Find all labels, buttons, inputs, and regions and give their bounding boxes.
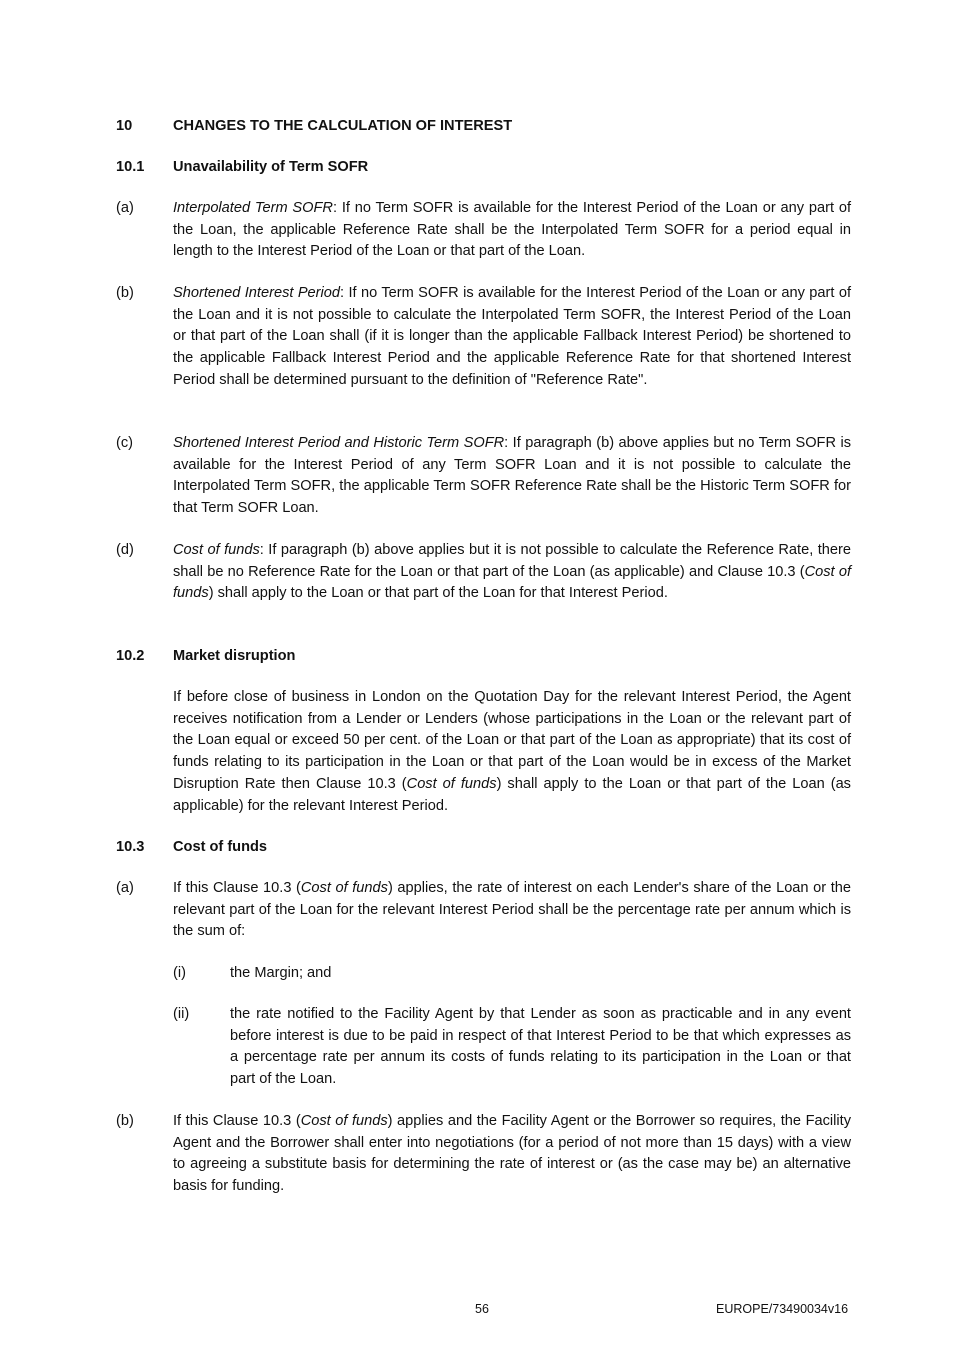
clause-10-1-title: Unavailability of Term SOFR [173,159,369,175]
section-title: CHANGES TO THE CALCULATION OF INTEREST [173,118,513,134]
section-number: 10 [116,118,133,134]
paragraph-text: If before close of business in London on the Quotation Day for the relevant Interest Period, the Agent receives notification from a Lender or Lenders (whose participations in the Loan or the relevant part of the Loan equal or exceed 50 per cent. of the Loan or that part of the Loan as appropriate) that its cost of funds relating to its participation in the Loan or that part of the Loan would be in excess of the Market Disruption Rate then Clause 10.3 (Cost of funds) shall apply to the Loan or that part of the Loan (as applicable) for the relevant Interest Period. [173,689,851,814]
paragraph-title: Interpolated Term SOFR [173,200,333,216]
section-heading [116,116,851,138]
paragraph-text: Shortened Interest Period and Historic Term SOFR: If paragraph (b) above applies but no Term SOFR is available for the Interest Period of any Term SOFR Loan and it is not possible to calculate the Interpolated Term SOFR, the applicable Term SOFR Reference Rate shall be the Historic Term SOFR for that Term SOFR Loan. [173,435,851,517]
clause-10-2-title: Market disruption [173,648,296,664]
subparagraph-label: (i) [173,965,186,981]
subparagraph-text: the Margin; and [230,965,332,981]
paragraph-label: (b) [116,285,134,301]
clause-10-2-body [116,687,851,817]
clause-10-2-heading [116,646,851,668]
paragraph-title: Shortened Interest Period and Historic Term SOFR [173,435,505,451]
clause-10-3-a [116,878,851,943]
clause-10-3-a-ii [173,1004,851,1091]
clause-10-1-b [116,283,851,392]
subparagraph-text: the rate notified to the Facility Agent by that Lender as soon as practicable and in any event before interest is due to be paid in respect of that Interest Period to be that which expresses as a percentage rate per annum its costs of funds relating to its participation in the Loan or that part of the Loan. [230,1006,851,1088]
clause-10-1-heading [116,157,851,179]
paragraph-text: Cost of funds: If paragraph (b) above applies but it is not possible to calculate the Reference Rate, there shall be no Reference Rate for the Loan or that part of the Loan (as applicable) and Clause 10.3 (Cost of funds) shall apply to the Loan or that part of the Loan for that Interest Period. [173,542,851,602]
page-number: 56 [475,1302,489,1316]
paragraph-title: Cost of funds [173,542,260,558]
clause-10-3-title: Cost of funds [173,839,268,855]
clause-10-3-number: 10.3 [116,839,145,855]
paragraph-text: Interpolated Term SOFR: If no Term SOFR is available for the Interest Period of the Loan or any part of the Loan, the applicable Reference Rate shall be the Interpolated Term SOFR for a period equal in length to the Interest Period of the Loan or that part of the Loan. [173,200,851,260]
clause-10-3-b [116,1111,851,1198]
clause-10-1-number: 10.1 [116,159,145,175]
clause-10-2-number: 10.2 [116,648,145,664]
document-reference: EUROPE/73490034v16 [716,1302,849,1316]
paragraph-label: (d) [116,542,134,558]
paragraph-text: Shortened Interest Period: If no Term SOFR is available for the Interest Period of the Loan or any part of the Loan and it is not possible to calculate the Interpolated Term SOFR, the Interest Period of the Loan or that part of the Loan shall (if it is longer than the applicable Fallback Interest Period) be shortened to the applicable Fallback Interest Period and the applicable Reference Rate for that shortened Interest Period shall be determined pursuant to the definition of "Reference Rate". [173,285,851,388]
clause-10-1-c [116,433,851,520]
paragraph-text: If this Clause 10.3 (Cost of funds) applies and the Facility Agent or the Borrower so requires, the Facility Agent and the Borrower shall enter into negotiations (for a period of not more than 15 days) with a view to agreeing a substitute basis for determining the rate of interest or (as the case may be) an alternative basis for funding. [173,1113,851,1195]
clause-10-3-heading [116,837,851,859]
paragraph-label: (a) [116,880,134,896]
paragraph-label: (a) [116,200,134,216]
paragraph-label: (b) [116,1113,134,1129]
clause-10-1-a [116,198,851,263]
paragraph-label: (c) [116,435,134,451]
paragraph-text: If this Clause 10.3 (Cost of funds) applies, the rate of interest on each Lender's share of the Loan or the relevant part of the Loan for the relevant Interest Period shall be the percentage rate per annum which is the sum of: [173,880,851,940]
paragraph-title: Shortened Interest Period [173,285,341,301]
clause-10-3-a-i [173,963,851,985]
subparagraph-label: (ii) [173,1006,190,1022]
clause-10-1-d [116,540,851,605]
